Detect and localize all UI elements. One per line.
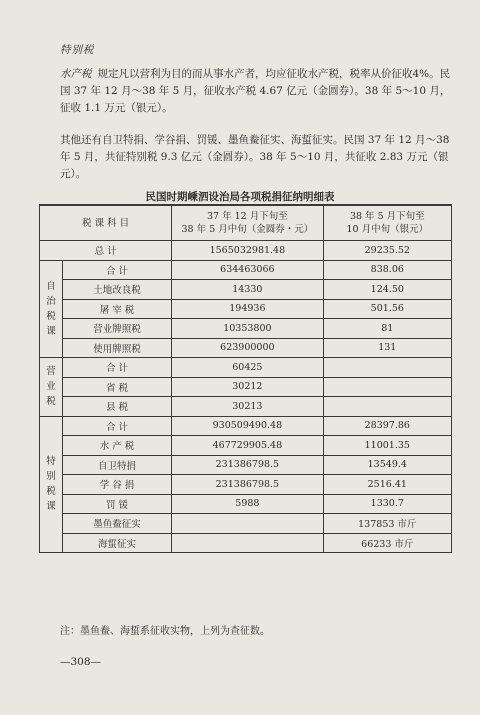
category-char: 业 [46, 381, 56, 393]
row-label: 省 税 [62, 377, 171, 397]
category-char: 治 [46, 295, 56, 307]
category-label [40, 358, 63, 417]
tax-table [39, 204, 452, 553]
category-label [40, 416, 63, 553]
row-label: 学 谷 捐 [62, 475, 171, 495]
category-label [40, 260, 63, 358]
paragraph-aquatic-tax [60, 66, 452, 117]
row-label: 自卫特捐 [62, 455, 171, 475]
row-label: 县 税 [62, 397, 171, 417]
total-value-1: 1565032981.48 [172, 241, 323, 261]
row-value-1: 231386798.5 [172, 475, 323, 495]
table-row [40, 475, 452, 495]
row-value-2: 838.06 [323, 260, 451, 280]
row-value-2: 137853 市斤 [323, 514, 451, 534]
table-row [40, 299, 452, 319]
row-value-1 [172, 533, 323, 553]
row-label: 使用牌照税 [62, 338, 171, 358]
category-char: 税 [46, 310, 56, 322]
table-row [40, 338, 452, 358]
paragraph-other-taxes: 其他还有自卫特捐、学谷捐、罚锾、墨鱼鲞征实、海蜇征实。民国 37 年 12 月～38 年 5 月，共征特别税 9.3 亿元（金圆券）。38 年 5～10 月，共征收 2.83 万元（银元）。 [60, 134, 450, 180]
table-row [40, 280, 452, 300]
row-value-2 [323, 358, 451, 378]
row-value-2: 2516.41 [323, 475, 451, 495]
category-char: 营 [46, 366, 56, 378]
category-char: 课 [46, 325, 56, 337]
row-value-1: 634463066 [172, 260, 323, 280]
row-value-2: 66233 市斤 [323, 533, 451, 553]
row-value-2: 124.50 [323, 280, 451, 300]
row-label: 海蜇征实 [62, 533, 171, 553]
row-label: 屠 宰 税 [62, 299, 171, 319]
paragraph-lead: 水产税 [60, 68, 92, 80]
category-char: 课 [46, 501, 56, 513]
row-value-1: 60425 [172, 358, 323, 378]
table-row [40, 494, 452, 514]
section-title: 特别税 [60, 44, 95, 56]
row-value-1: 10353800 [172, 319, 323, 339]
header-subject: 税 课 科 目 [40, 205, 172, 241]
row-value-2: 1330.7 [323, 494, 451, 514]
row-label: 水 产 税 [62, 436, 171, 456]
header-period-1: 37 年 12 月下旬至 38 年 5 月中旬（金圆券・元） [172, 205, 323, 241]
row-value-1: 467729905.48 [172, 436, 323, 456]
table-row-total [40, 241, 452, 261]
table-row [40, 397, 452, 417]
row-value-1: 623900000 [172, 338, 323, 358]
row-value-1: 5988 [172, 494, 323, 514]
header-period-2: 38 年 5 月下旬至 10 月中旬（银元） [323, 205, 451, 241]
row-label: 合 计 [62, 358, 171, 378]
row-label: 合 计 [62, 260, 171, 280]
category-char: 自 [46, 280, 56, 292]
row-value-2 [323, 397, 451, 417]
table-row [40, 358, 452, 378]
row-label: 合 计 [62, 416, 171, 436]
category-char: 特 [46, 456, 56, 468]
table-header-row [40, 205, 452, 241]
row-value-1: 30213 [172, 397, 323, 417]
row-label: 罚 锾 [62, 494, 171, 514]
table-note: 注：墨鱼鲞、海蜇系征收实物，上列为查征数。 [60, 626, 270, 637]
row-value-2: 501.56 [323, 299, 451, 319]
row-label: 土地改良税 [62, 280, 171, 300]
row-label: 墨鱼鲞征实 [62, 514, 171, 534]
category-char: 税 [46, 486, 56, 498]
row-value-2: 13549.4 [323, 455, 451, 475]
row-value-1 [172, 514, 323, 534]
table-row [40, 436, 452, 456]
page-number: —308— [60, 656, 102, 668]
row-value-1: 194936 [172, 299, 323, 319]
row-value-2: 131 [323, 338, 451, 358]
row-value-2: 11001.35 [323, 436, 451, 456]
total-label: 总 计 [40, 241, 172, 261]
table-row [40, 260, 452, 280]
row-label: 营业牌照税 [62, 319, 171, 339]
row-value-2: 81 [323, 319, 451, 339]
total-value-2: 29235.52 [323, 241, 451, 261]
table-row [40, 416, 452, 436]
table-row [40, 455, 452, 475]
row-value-1: 930509490.48 [172, 416, 323, 436]
row-value-1: 30212 [172, 377, 323, 397]
row-value-1: 14330 [172, 280, 323, 300]
row-value-1: 231386798.5 [172, 455, 323, 475]
table-title: 民国时期嵊泗设治局各项税捐征纳明细表 [145, 191, 335, 203]
table-row [40, 533, 452, 553]
row-value-2: 28397.86 [323, 416, 451, 436]
table-row [40, 377, 452, 397]
row-value-2 [323, 377, 451, 397]
category-char: 税 [46, 396, 56, 408]
table-row [40, 319, 452, 339]
table-row [40, 514, 452, 534]
category-char: 别 [46, 471, 56, 483]
paragraph-text: 规定凡以营利为目的而从事水产者，均应征收水产税，税率从价征收4%。民国 37 年 12 月～38 年 5 月，征收水产税 4.67 亿元（金圆券）。38 年 5～10 月，征收 1.1 万元（银元）。 [60, 68, 451, 114]
